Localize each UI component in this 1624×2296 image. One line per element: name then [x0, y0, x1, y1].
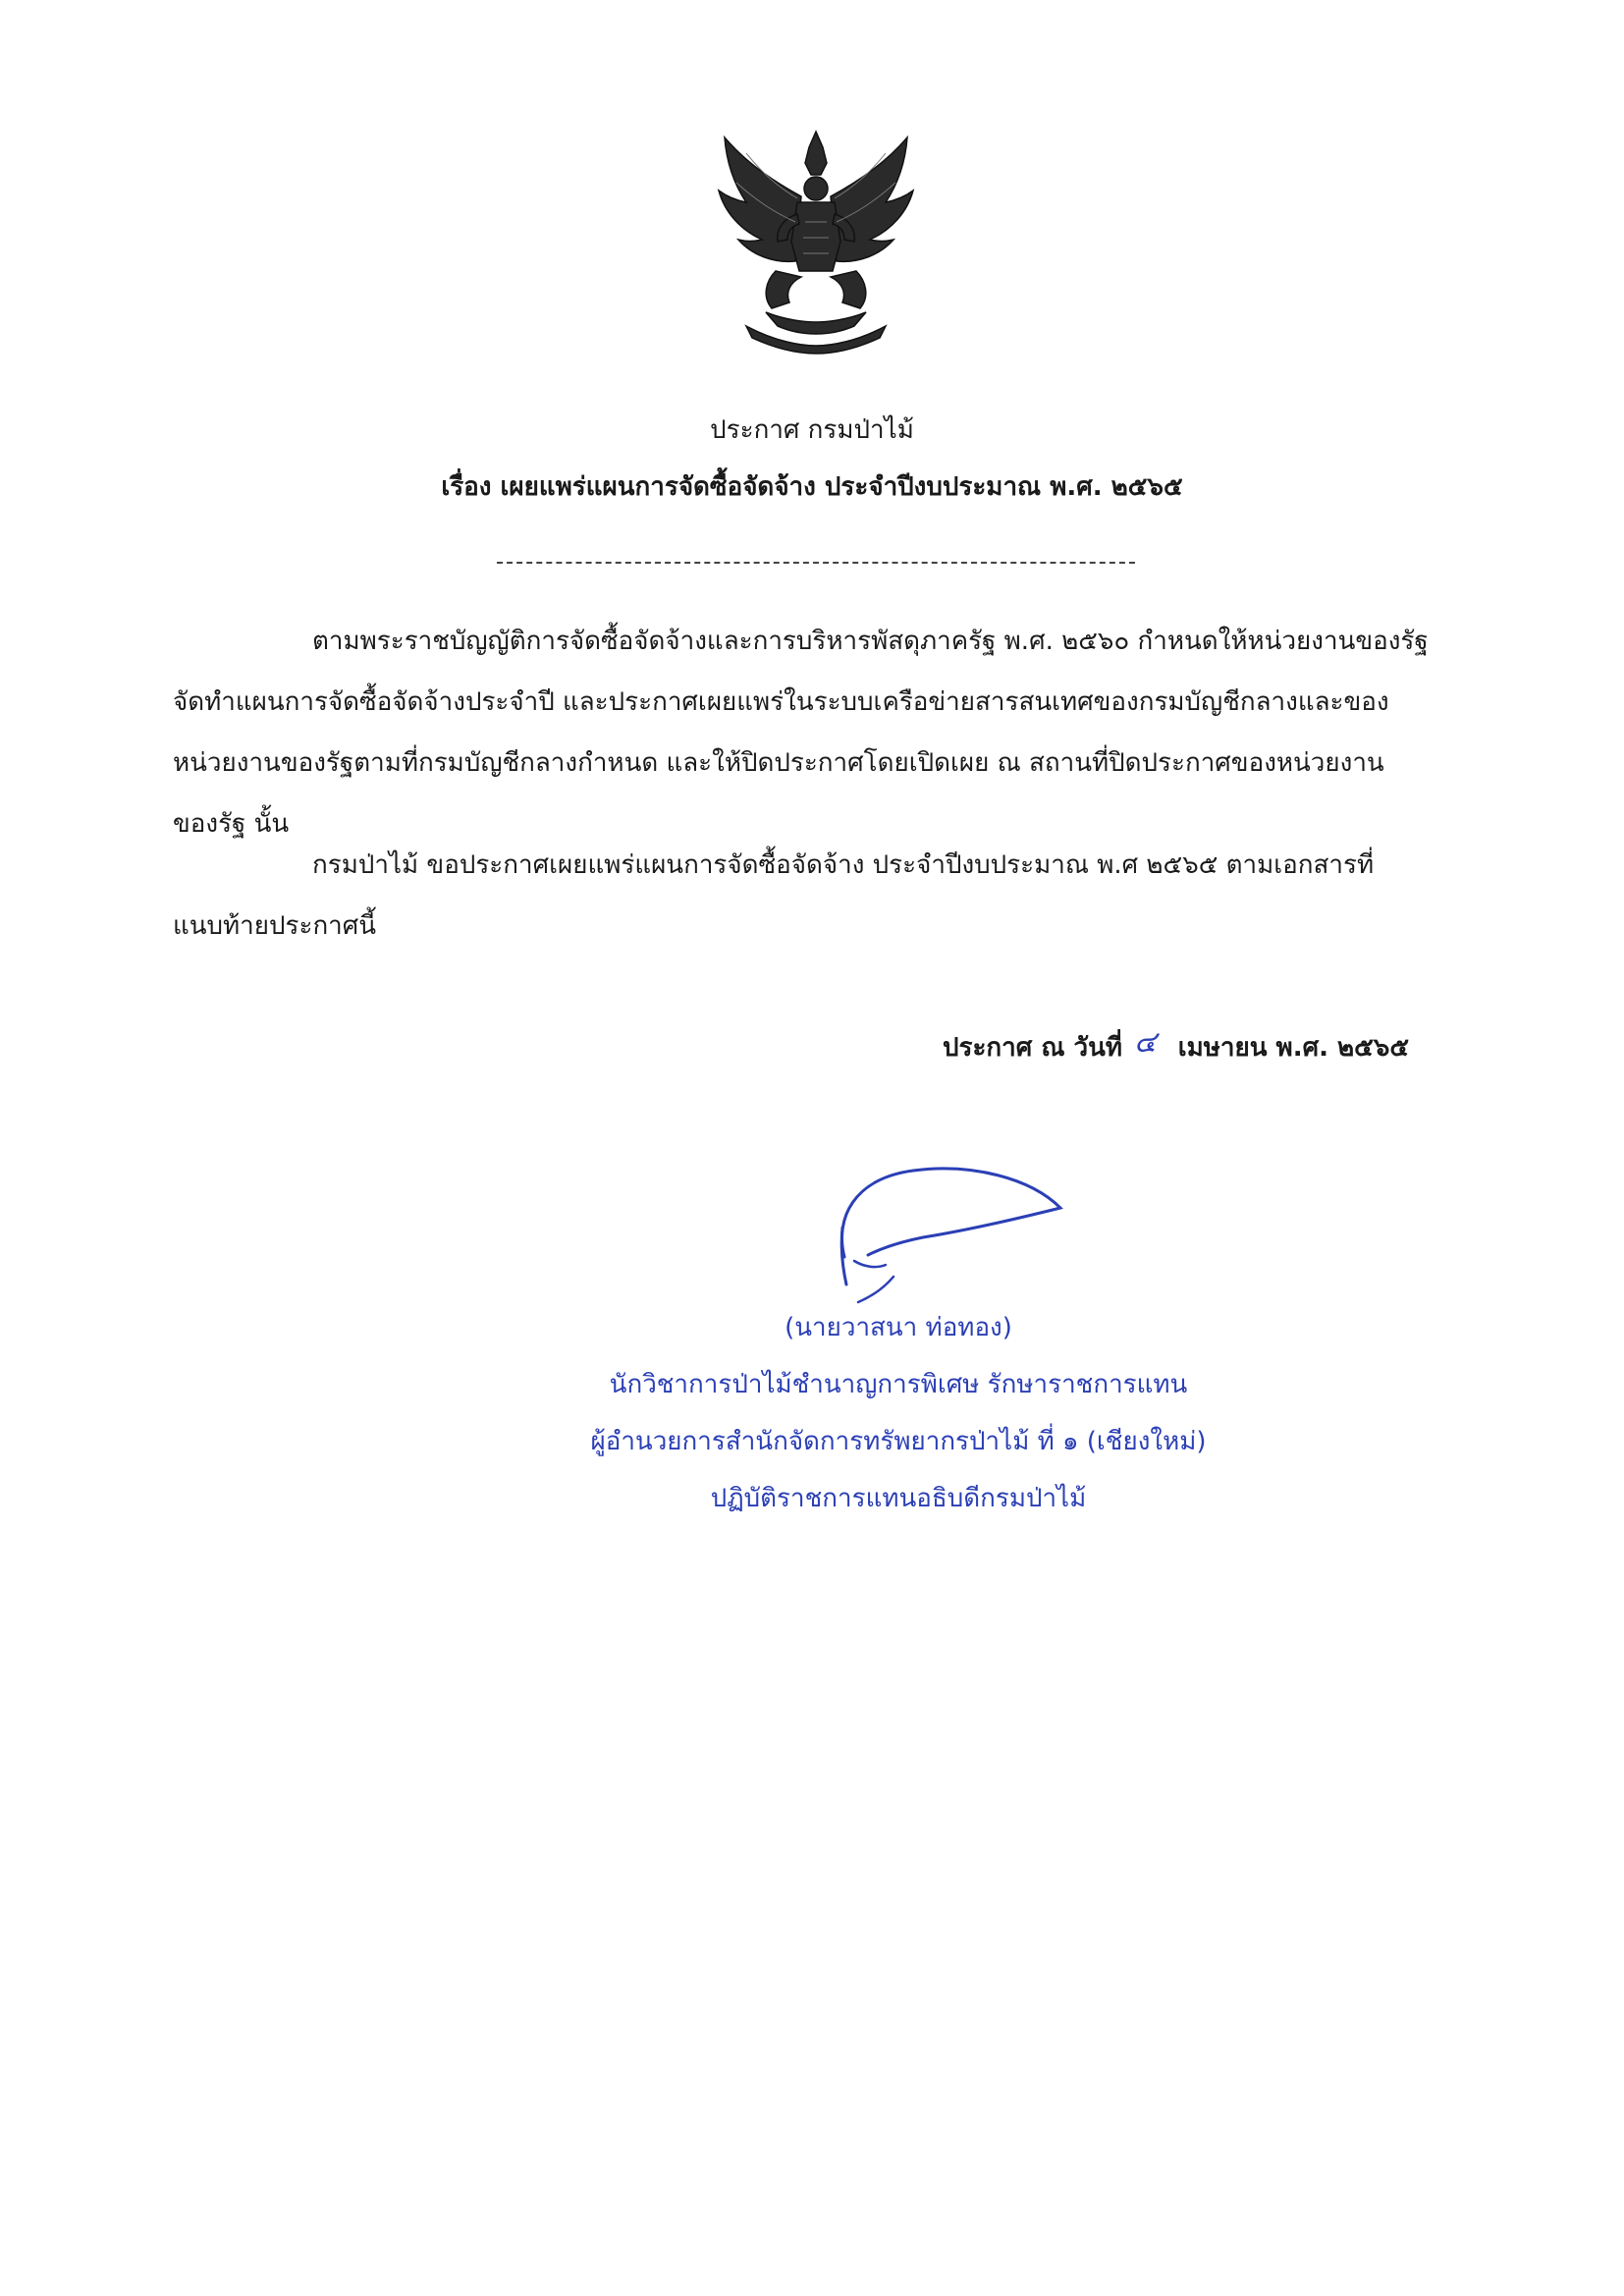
date-day: ๔ [1134, 1025, 1157, 1060]
signer-name: (นายวาสนา ท่อทอง) [785, 1313, 1012, 1342]
date-suffix: เมษายน พ.ศ. ๒๕๖๕ [1177, 1033, 1410, 1063]
paragraph-1-line-4: ของรัฐ นั้น [173, 809, 290, 839]
paragraph-1-line-1: ตามพระราชบัญญัติการจัดซื้อจัดจ้างและการบริหารพัสดุภาครัฐ พ.ศ. ๒๕๖๐ กำหนดให้หน่วยงานของรัฐ [312, 627, 1429, 656]
paragraph-1-line-3: หน่วยงานของรัฐตามที่กรมบัญชีกลางกำหนด และให้ปิดประกาศโดยเปิดเผย ณ สถานที่ปิดประกาศของหน่วยงาน [173, 748, 1384, 778]
signer-position-line-2: ผู้อำนวยการสำนักจัดการทรัพยากรป่าไม้ ที่ ๑ (เชียงใหม่) [590, 1427, 1207, 1456]
paragraph-2-line-2: แนบท้ายประกาศนี้ [173, 911, 377, 941]
date-prefix: ประกาศ ณ วันที่ [943, 1033, 1123, 1063]
announcement-subject: เรื่อง เผยแพร่แผนการจัดซื้อจัดจ้าง ประจำปีงบประมาณ พ.ศ. ๒๕๖๕ [441, 472, 1183, 502]
announcement-date [943, 1027, 1409, 1067]
announcement-title: ประกาศ กรมป่าไม้ [710, 415, 914, 445]
section-divider [497, 562, 1135, 564]
paragraph-2-line-1: กรมป่าไม้ ขอประกาศเผยแพร่แผนการจัดซื้อจัดจ้าง ประจำปีงบประมาณ พ.ศ ๒๕๖๕ ตามเอกสารที่ [312, 850, 1375, 880]
body-paragraph-1 [173, 611, 1449, 854]
paragraph-1-line-2: จัดทำแผนการจัดซื้อจัดจ้างประจำปี และประกาศเผยแพร่ในระบบเครือข่ายสารสนเทศของกรมบัญชีกลางและของ [173, 687, 1389, 717]
body-paragraph-2 [173, 835, 1449, 957]
garuda-emblem-icon [707, 124, 925, 355]
handwritten-signature [825, 1159, 1080, 1306]
signer-position-line-1: นักวิชาการป่าไม้ชำนาญการพิเศษ รักษาราชการแทน [609, 1370, 1188, 1399]
signer-position-line-3: ปฏิบัติราชการแทนอธิบดีกรมป่าไม้ [710, 1484, 1087, 1513]
